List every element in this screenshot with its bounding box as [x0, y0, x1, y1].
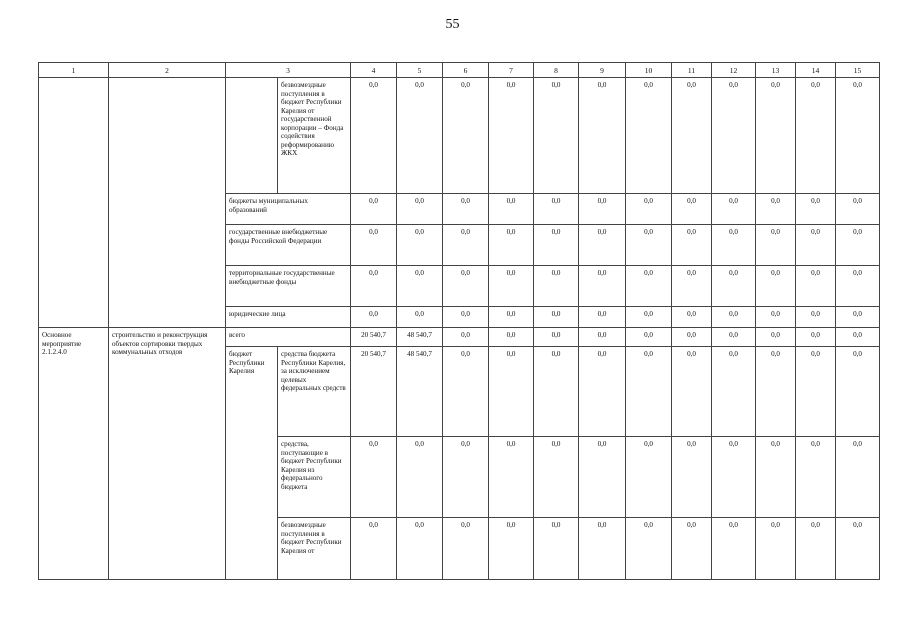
- value-cell: 0,0: [626, 437, 672, 518]
- value-cell: 0,0: [489, 437, 534, 518]
- header-cell: 2: [109, 63, 226, 78]
- header-cell: 12: [712, 63, 756, 78]
- value-cell: 0,0: [579, 347, 626, 437]
- value-cell: 20 540,7: [351, 328, 397, 347]
- value-cell: 0,0: [397, 437, 443, 518]
- value-cell: 0,0: [836, 194, 880, 225]
- header-cell: 10: [626, 63, 672, 78]
- value-cell: 0,0: [443, 347, 489, 437]
- value-cell: 0,0: [836, 266, 880, 307]
- source-label: государственные внебюджетные фонды Российской Федерации: [226, 225, 351, 266]
- value-cell: 0,0: [489, 225, 534, 266]
- value-cell: 0,0: [626, 225, 672, 266]
- value-cell: 0,0: [443, 437, 489, 518]
- header-cell: 3: [226, 63, 351, 78]
- value-cell: 0,0: [443, 225, 489, 266]
- value-cell: 0,0: [756, 194, 796, 225]
- header-cell: 14: [796, 63, 836, 78]
- value-cell: 0,0: [712, 194, 756, 225]
- header-cell: 5: [397, 63, 443, 78]
- value-cell: 0,0: [796, 307, 836, 328]
- value-cell: 0,0: [534, 307, 579, 328]
- description-cell: [109, 78, 226, 328]
- value-cell: 0,0: [836, 518, 880, 580]
- value-cell: 0,0: [534, 78, 579, 194]
- value-cell: 0,0: [626, 328, 672, 347]
- value-cell: 0,0: [796, 266, 836, 307]
- value-cell: 0,0: [626, 266, 672, 307]
- value-cell: 0,0: [397, 194, 443, 225]
- header-cell: 15: [836, 63, 880, 78]
- value-cell: 0,0: [796, 194, 836, 225]
- value-cell: 0,0: [397, 518, 443, 580]
- header-cell: 9: [579, 63, 626, 78]
- value-cell: 0,0: [672, 518, 712, 580]
- header-cell: 4: [351, 63, 397, 78]
- value-cell: 0,0: [756, 225, 796, 266]
- value-cell: 0,0: [489, 518, 534, 580]
- header-cell: 13: [756, 63, 796, 78]
- value-cell: 0,0: [672, 328, 712, 347]
- page-number: 55: [445, 17, 460, 32]
- value-cell: 0,0: [443, 266, 489, 307]
- value-cell: 0,0: [756, 266, 796, 307]
- header-cell: 1: [39, 63, 109, 78]
- value-cell: 0,0: [626, 194, 672, 225]
- value-cell: 0,0: [579, 225, 626, 266]
- budget-group-cell: бюджет Республики Карелия: [226, 347, 278, 580]
- value-cell: 0,0: [796, 347, 836, 437]
- value-cell: 0,0: [534, 225, 579, 266]
- value-cell: 0,0: [756, 437, 796, 518]
- table-row: [39, 78, 880, 194]
- value-cell: 0,0: [534, 328, 579, 347]
- value-cell: 0,0: [397, 266, 443, 307]
- value-cell: 0,0: [579, 307, 626, 328]
- value-cell: 0,0: [579, 518, 626, 580]
- value-cell: 0,0: [712, 437, 756, 518]
- value-cell: 0,0: [796, 78, 836, 194]
- value-cell: 0,0: [351, 194, 397, 225]
- value-cell: 0,0: [397, 225, 443, 266]
- value-cell: 0,0: [756, 518, 796, 580]
- value-cell: 0,0: [796, 225, 836, 266]
- value-cell: 0,0: [489, 347, 534, 437]
- activity-cell: [39, 78, 109, 328]
- value-cell: 0,0: [836, 328, 880, 347]
- value-cell: 0,0: [397, 78, 443, 194]
- value-cell: 0,0: [579, 78, 626, 194]
- value-cell: 0,0: [672, 78, 712, 194]
- value-cell: 0,0: [351, 307, 397, 328]
- value-cell: 0,0: [672, 225, 712, 266]
- value-cell: 0,0: [443, 78, 489, 194]
- value-cell: 0,0: [672, 347, 712, 437]
- value-cell: 0,0: [756, 328, 796, 347]
- value-cell: 0,0: [672, 307, 712, 328]
- source-label: безвозмездные поступления в бюджет Республики Карелия от государственной корпорации – Фонда содействия реформированию ЖКХ: [278, 78, 351, 194]
- value-cell: 0,0: [712, 347, 756, 437]
- header-cell: 11: [672, 63, 712, 78]
- value-cell: 0,0: [836, 347, 880, 437]
- value-cell: 0,0: [712, 328, 756, 347]
- value-cell: 0,0: [796, 518, 836, 580]
- value-cell: 0,0: [756, 347, 796, 437]
- value-cell: 0,0: [672, 266, 712, 307]
- value-cell: 0,0: [443, 194, 489, 225]
- table-row: [39, 328, 880, 347]
- value-cell: 0,0: [796, 328, 836, 347]
- value-cell: 0,0: [489, 328, 534, 347]
- budget-table: [38, 62, 880, 580]
- value-cell: 0,0: [534, 266, 579, 307]
- value-cell: 0,0: [534, 437, 579, 518]
- value-cell: 0,0: [836, 225, 880, 266]
- value-cell: 0,0: [489, 78, 534, 194]
- value-cell: 0,0: [489, 194, 534, 225]
- value-cell: 0,0: [756, 78, 796, 194]
- value-cell: 0,0: [534, 347, 579, 437]
- value-cell: 0,0: [756, 307, 796, 328]
- description-cell: строительство и реконструкция объектов сортировки твердых коммунальных отходов: [109, 328, 226, 580]
- value-cell: 0,0: [796, 437, 836, 518]
- value-cell: 0,0: [443, 518, 489, 580]
- value-cell: 0,0: [351, 266, 397, 307]
- source-label: средства бюджета Республики Карелия, за исключением целевых федеральных средств: [278, 347, 351, 437]
- value-cell: 0,0: [351, 78, 397, 194]
- activity-cell: Основное мероприятие 2.1.2.4.0: [39, 328, 109, 580]
- value-cell: 0,0: [489, 266, 534, 307]
- value-cell: 0,0: [626, 347, 672, 437]
- source-label: безвозмездные поступления в бюджет Республики Карелия от: [278, 518, 351, 580]
- source-label: всего: [226, 328, 351, 347]
- value-cell: 0,0: [351, 518, 397, 580]
- value-cell: 0,0: [836, 437, 880, 518]
- value-cell: 0,0: [712, 266, 756, 307]
- header-cell: 7: [489, 63, 534, 78]
- value-cell: 0,0: [534, 194, 579, 225]
- source-label: бюджеты муниципальных образований: [226, 194, 351, 225]
- value-cell: 0,0: [579, 194, 626, 225]
- header-cell: 6: [443, 63, 489, 78]
- value-cell: 0,0: [626, 518, 672, 580]
- value-cell: 48 540,7: [397, 347, 443, 437]
- source-label: юридические лица: [226, 307, 351, 328]
- value-cell: 0,0: [712, 518, 756, 580]
- value-cell: 0,0: [579, 328, 626, 347]
- value-cell: 0,0: [836, 78, 880, 194]
- header-cell: 8: [534, 63, 579, 78]
- value-cell: 0,0: [579, 266, 626, 307]
- value-cell: 0,0: [626, 78, 672, 194]
- budget-group-cell: [226, 78, 278, 194]
- value-cell: 0,0: [351, 225, 397, 266]
- value-cell: 0,0: [712, 225, 756, 266]
- value-cell: 0,0: [579, 437, 626, 518]
- value-cell: 48 540,7: [397, 328, 443, 347]
- source-label: территориальные государственные внебюджетные фонды: [226, 266, 351, 307]
- value-cell: 0,0: [351, 437, 397, 518]
- value-cell: 0,0: [397, 307, 443, 328]
- value-cell: 0,0: [443, 307, 489, 328]
- header-row: [39, 63, 880, 78]
- value-cell: 0,0: [672, 194, 712, 225]
- value-cell: 0,0: [489, 307, 534, 328]
- source-label: средства, поступающие в бюджет Республики Карелия из федерального бюджета: [278, 437, 351, 518]
- value-cell: 0,0: [712, 78, 756, 194]
- value-cell: 0,0: [712, 307, 756, 328]
- value-cell: 0,0: [672, 437, 712, 518]
- value-cell: 0,0: [443, 328, 489, 347]
- value-cell: 0,0: [626, 307, 672, 328]
- value-cell: 20 540,7: [351, 347, 397, 437]
- value-cell: 0,0: [836, 307, 880, 328]
- value-cell: 0,0: [534, 518, 579, 580]
